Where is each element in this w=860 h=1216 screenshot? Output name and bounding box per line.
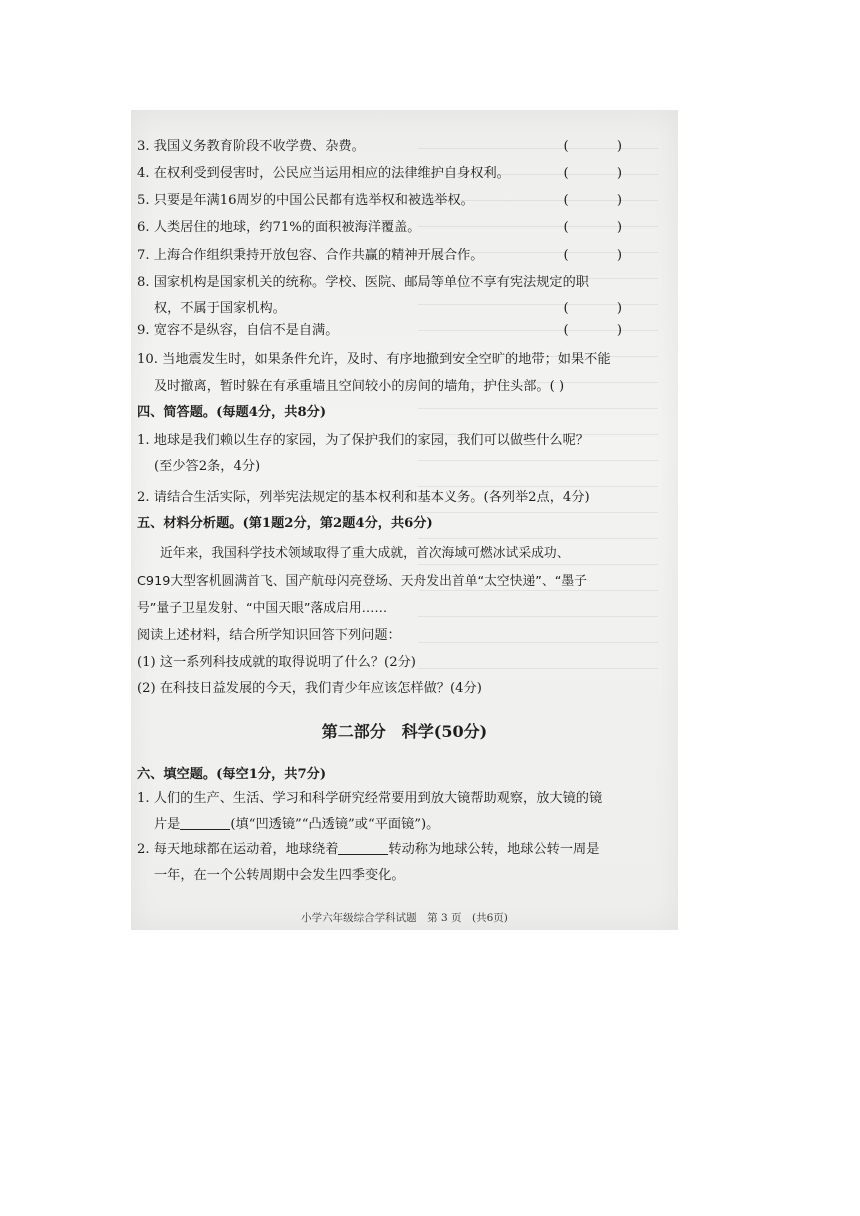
judgement-item-7: 7. 上海合作组织秉持开放包容、合作共赢的精神开展合作。 ( ) <box>137 248 644 263</box>
answer-blank[interactable] <box>338 842 388 855</box>
page-content <box>131 110 678 930</box>
section-6-q1-cont: 片是 (填“凹透镜”“凸透镜”或“平面镜”)。 <box>154 817 440 832</box>
answer-blank[interactable] <box>180 817 230 830</box>
judgement-item-6: 6. 人类居住的地球，约71%的面积被海洋覆盖。 ( ) <box>137 220 644 235</box>
section-4-q1: 1. 地球是我们赖以生存的家园，为了保护我们的家园，我们可以做些什么呢？ <box>137 433 589 448</box>
scanned-exam-page <box>131 110 678 930</box>
section-5-q2: (2) 在科技日益发展的今天，我们青少年应该怎样做？(4分) <box>137 681 482 696</box>
section-4-q2: 2. 请结合生活实际，列举宪法规定的基本权利和基本义务。(各列举2点，4分) <box>137 490 590 505</box>
section-5-title: 五、材料分析题。(第1题2分，第2题4分，共6分) <box>137 516 433 531</box>
judgement-item-3: 3. 我国义务教育阶段不收学费、杂费。 ( ) <box>137 139 644 154</box>
section-4-q1-note: (至少答2条，4分) <box>154 459 261 474</box>
judgement-item-9: 9. 宽容不是纵容，自信不是自满。 ( ) <box>137 323 644 338</box>
judgement-item-10-cont: 及时撤离，暂时躲在有承重墙且空间较小的房间的墙角，护住头部。( ) <box>154 379 565 394</box>
section-6-q1: 1. 人们的生产、生活、学习和科学研究经常要用到放大镜帮助观察，放大镜的镜 <box>137 791 603 806</box>
section-6-q2: 2. 每天地球都在运动着，地球绕着 转动称为地球公转，地球公转一周是 <box>137 842 600 857</box>
material-paragraph-line-2: C919大型客机圆满首飞、国产航母闪亮登场、天舟发出首单“太空快递”、“墨子 <box>137 574 587 589</box>
material-paragraph-line-1: 近年来，我国科学技术领域取得了重大成就，首次海域可燃冰试采成功、 <box>160 546 570 561</box>
material-paragraph-line-3: 号”量子卫星发射、“中国天眼”落成启用…… <box>137 601 388 616</box>
section-5-q1: (1) 这一系列科技成就的取得说明了什么？(2分) <box>137 655 416 670</box>
section-6-title: 六、填空题。(每空1分，共7分) <box>137 767 327 782</box>
material-prompt: 阅读上述材料，结合所学知识回答下列问题： <box>137 628 401 643</box>
section-4-title: 四、简答题。(每题4分，共8分) <box>137 405 327 420</box>
section-6-q2-cont: 一年，在一个公转周期中会发生四季变化。 <box>154 868 405 883</box>
judgement-item-5: 5. 只要是年满16周岁的中国公民都有选举权和被选举权。 ( ) <box>137 193 644 208</box>
judgement-item-8: 8. 国家机构是国家机关的统称。学校、医院、邮局等单位不享有宪法规定的职 <box>137 275 589 290</box>
judgement-item-8-cont: 权，不属于国家机构。 ( ) <box>154 301 644 316</box>
judgement-item-4: 4. 在权利受到侵害时，公民应当运用相应的法律维护自身权利。 ( ) <box>137 166 644 181</box>
part-2-title: 第二部分 科学(50分) <box>321 722 488 741</box>
judgement-item-10: 10. 当地震发生时，如果条件允许，及时、有序地撤到安全空旷的地带；如果不能 <box>137 352 611 367</box>
page-footer: 小学六年级综合学科试题 第 3 页 (共6页) <box>301 912 508 924</box>
